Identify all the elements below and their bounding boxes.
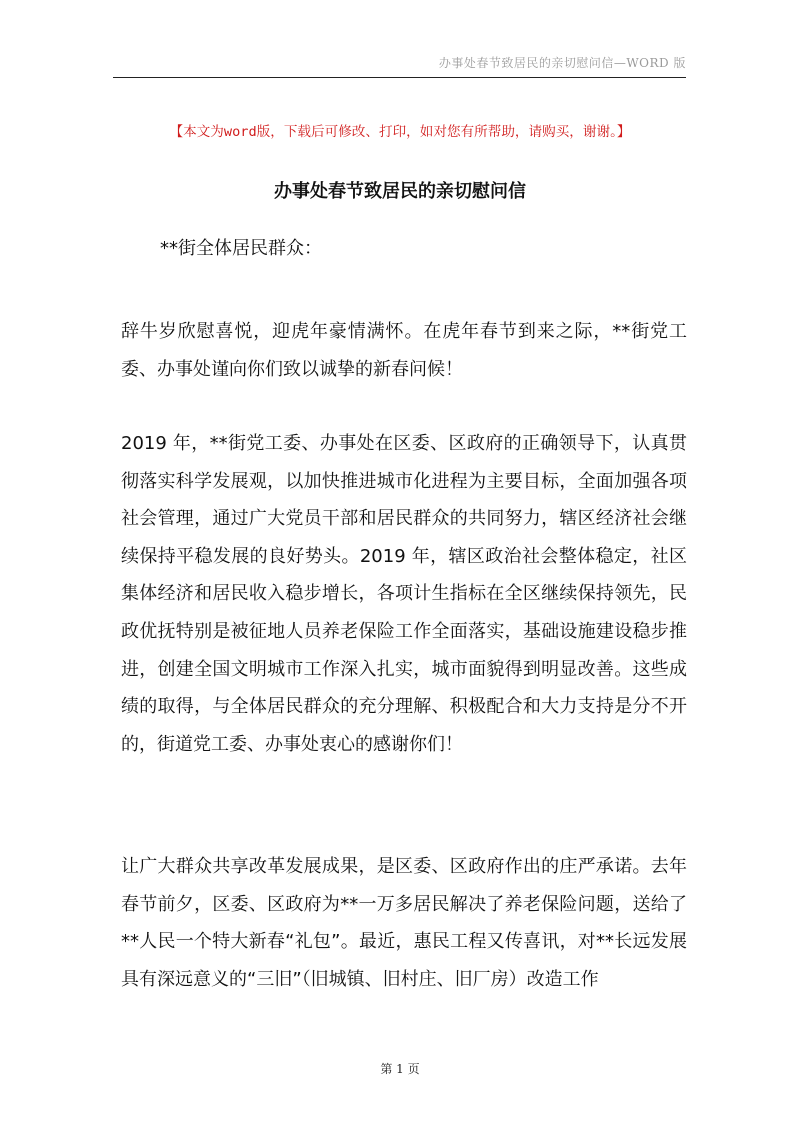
paragraph-commitment: 让广大群众共享改革发展成果，是区委、区政府作出的庄严承诺。去年春节前夕，区委、区政府为**一万多居民解决了养老保险问题，送给了**人民一个特大新春“礼包”。最近，惠民工程又传喜讯，对**长远发展具有深远意义的“三旧”（旧城镇、旧村庄、旧厂房）改造工作 (121, 856, 687, 990)
download-notice: 【本文为word版，下载后可修改、打印，如对您有所帮助，请购买，谢谢。】 (169, 124, 631, 140)
paragraph-greeting: 辞牛岁欣慰喜悦，迎虎年豪情满怀。在虎年春节到来之际，**街党工委、办事处谨向你们致以诚挚的新春问候！ (121, 321, 687, 380)
header-divider (113, 77, 686, 78)
page-number: 第 1 页 (380, 1062, 420, 1076)
running-header: 办事处春节致居民的亲切慰问信—WORD 版 (438, 56, 686, 70)
salutation: **街全体居民群众： (160, 238, 322, 259)
paragraph-achievements: 2019 年，**街党工委、办事处在区委、区政府的正确领导下，认真贯彻落实科学发展观，以加快推进城市化进程为主要目标，全面加强各项社会管理，通过广大党员干部和居民群众的共同努力，辖区经济社会继续保持平稳发展的良好势头。2019 年，辖区政治社会整体稳定，社区集体经济和居民收入稳步增长，各项计生指标在全区继续保持领先，民政优抚特别是被征地人员养老保险工作全面落实，基础设施建设稳步推进，创建全国文明城市工作深入扎实，城市面貌得到明显改善。这些成绩的取得，与全体居民群众的充分理解、积极配合和大力支持是分不开的，街道党工委、办事处衷心的感谢你们！ (121, 433, 687, 755)
document-title: 办事处春节致居民的亲切慰问信 (274, 181, 526, 202)
